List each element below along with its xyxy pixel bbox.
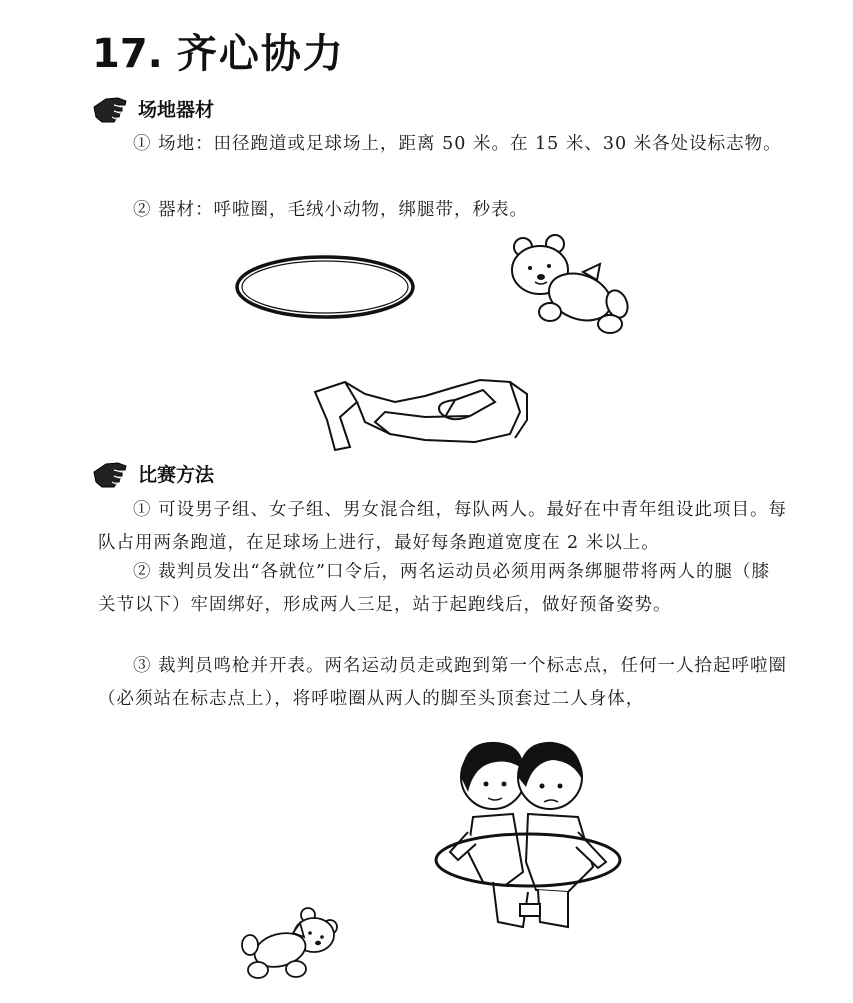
page-title (92, 22, 345, 79)
pointing-hand-icon (92, 93, 130, 123)
section-heading-text: 场地器材 (138, 98, 215, 121)
teddy-bear-icon (238, 905, 338, 983)
section-heading-text: 比赛方法 (138, 463, 215, 486)
paragraph: ② 器材：呼啦圈，毛绒小动物，绑腿带，秒表。 (133, 200, 529, 220)
teddy-bear-icon (505, 232, 640, 337)
section-heading-equipment (92, 93, 214, 123)
title-number: 17. (92, 31, 163, 77)
leg-band-icon (305, 372, 540, 454)
hula-hoop-icon (230, 252, 420, 322)
paragraph: ① 场地：田径跑道或足球场上，距离 50 米。在 15 米、30 米各处设标志物。 (133, 134, 782, 154)
section-heading-method (92, 458, 214, 488)
two-kids-in-hoop-icon (428, 722, 628, 937)
paragraph: ① 可设男子组、女子组、男女混合组，每队两人。最好在中青年组设此项目。每队占用两条跑道，在足球场上进行，最好每条跑道宽度在 2 米以上。 (98, 500, 788, 553)
paragraph: ③ 裁判员鸣枪并开表。两名运动员走或跑到第一个标志点，任何一人拾起呼啦圈（必须站在标志点上），将呼啦圈从两人的脚至头顶套过二人身体， (98, 656, 788, 709)
paragraph: ② 裁判员发出“各就位”口令后，两名运动员必须用两条绑腿带将两人的腿（膝关节以下）牢固绑好，形成两人三足，站于起跑线后，做好预备姿势。 (98, 562, 770, 615)
title-text: 齐心协力 (176, 31, 345, 77)
pointing-hand-icon (92, 458, 130, 488)
